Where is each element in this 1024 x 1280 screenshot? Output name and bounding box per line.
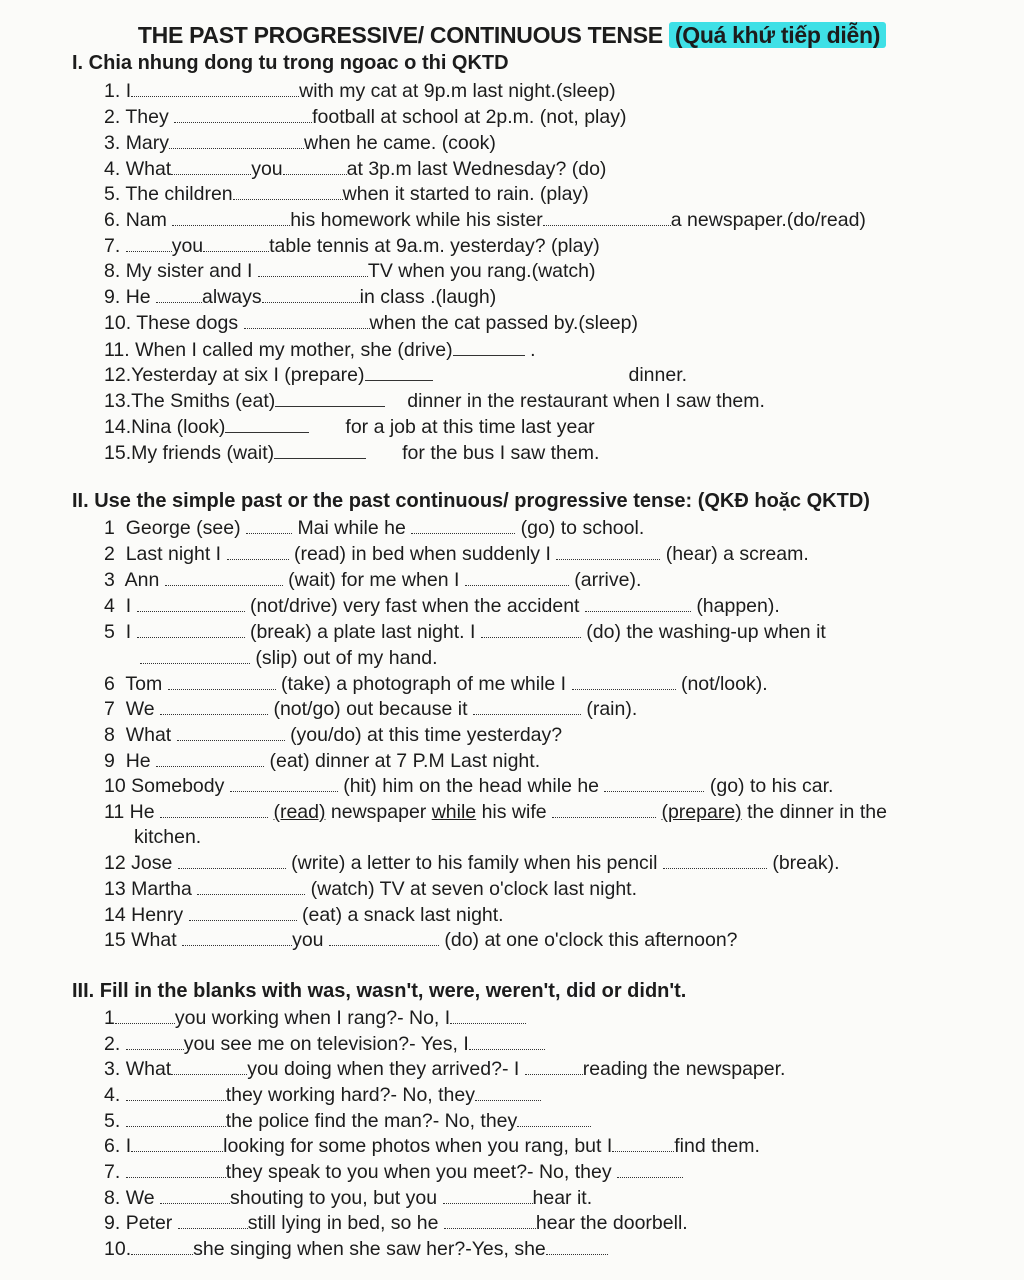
s2-item-15: 15 What you (do) at one o'clock this afternoon? <box>104 929 738 951</box>
s3-item-7: 7. they speak to you when you meet?- No, they <box>104 1160 683 1184</box>
s1-item-12: 12.Yesterday at six I (prepare) dinner. <box>104 364 688 386</box>
s2-item-2: 2 Last night I (read) in bed when suddenly I (hear) a scream. <box>104 543 809 565</box>
s2-item-14: 14 Henry (eat) a snack last night. <box>104 904 504 926</box>
s2-item-7: 7 We (not/go) out because it (rain). <box>104 698 638 720</box>
s1-item-9: 9. He always in class .(laugh) <box>104 286 497 308</box>
s1-item-15: 15.My friends (wait) for the bus I saw them. <box>104 442 600 464</box>
s3-item-10: 10. she singing when she saw her?-Yes, she <box>104 1237 608 1261</box>
s2-item-5-cont: (slip) out of my hand. <box>104 646 438 670</box>
s1-item-5: 5. The children when it started to rain. (play) <box>104 183 589 205</box>
s3-item-9: 9. Peter still lying in bed, so he hear the doorbell. <box>104 1212 688 1234</box>
s3-item-4: 4. they working hard?- No, they <box>104 1083 541 1107</box>
s1-item-1: 1. I with my cat at 9p.m last night.(sleep) <box>104 80 616 102</box>
s2-item-5: 5 I (break) a plate last night. I (do) the washing-up when it <box>104 621 826 643</box>
s1-item-11: 11. When I called my mother, she (drive) . <box>104 339 536 361</box>
s1-item-13: 13.The Smiths (eat) dinner in the restaurant when I saw them. <box>104 390 765 412</box>
s1-item-7: 7. you table tennis at 9a.m. yesterday? (play) <box>104 235 600 257</box>
title-highlight: (Quá khứ tiếp diễn) <box>669 22 886 48</box>
s1-item-2: 2. They football at school at 2p.m. (not, play) <box>104 106 627 128</box>
s1-item-14: 14.Nina (look) for a job at this time last year <box>104 416 595 438</box>
s2-item-1: 1 George (see) Mai while he (go) to school. <box>104 517 645 539</box>
s3-item-6: 6. I looking for some photos when you rang, but I find them. <box>104 1135 760 1157</box>
s2-item-11-cont: kitchen. <box>134 826 202 848</box>
s2-item-13: 13 Martha (watch) TV at seven o'clock last night. <box>104 878 638 900</box>
s2-item-3: 3 Ann (wait) for me when I (arrive). <box>104 569 642 591</box>
section-3-heading: III. Fill in the blanks with was, wasn't, were, weren't, did or didn't. <box>72 980 687 1002</box>
s1-item-8: 8. My sister and I TV when you rang.(watch) <box>104 260 596 282</box>
s1-item-10: 10. These dogs when the cat passed by.(sleep) <box>104 312 638 334</box>
section-1-heading: I. Chia nhung dong tu trong ngoac o thi QKTD <box>72 52 509 74</box>
title-main: THE PAST PROGRESSIVE/ CONTINUOUS TENSE <box>137 22 663 48</box>
s2-item-6: 6 Tom (take) a photograph of me while I (not/look). <box>104 673 768 695</box>
s2-item-12: 12 Jose (write) a letter to his family when his pencil (break). <box>104 852 840 874</box>
s1-item-6: 6. Nam his homework while his sister a newspaper.(do/read) <box>104 209 866 231</box>
s2-item-11: 11 He (read) newspaper while his wife (prepare) the dinner in the <box>104 801 887 823</box>
s2-item-10: 10 Somebody (hit) him on the head while he (go) to his car. <box>104 775 834 797</box>
s3-item-5: 5. the police find the man?- No, they <box>104 1109 591 1133</box>
s3-item-1: 1 you working when I rang?- No, I <box>104 1006 526 1030</box>
section-2-heading: II. Use the simple past or the past continuous/ progressive tense: (QKĐ hoặc QKTD) <box>72 490 870 512</box>
s2-item-9: 9 He (eat) dinner at 7 P.M Last night. <box>104 750 541 772</box>
s1-item-3: 3. Mary when he came. (cook) <box>104 132 496 154</box>
s3-item-3: 3. What you doing when they arrived?- I reading the newspaper. <box>104 1058 786 1080</box>
s3-item-8: 8. We shouting to you, but you hear it. <box>104 1187 593 1209</box>
s3-item-2: 2. you see me on television?- Yes, I <box>104 1032 545 1056</box>
s2-item-8: 8 What (you/do) at this time yesterday? <box>104 724 563 746</box>
s1-item-4: 4. What you at 3p.m last Wednesday? (do) <box>104 158 607 180</box>
s2-item-4: 4 I (not/drive) very fast when the accident (happen). <box>104 595 780 617</box>
page-title <box>0 22 1024 49</box>
